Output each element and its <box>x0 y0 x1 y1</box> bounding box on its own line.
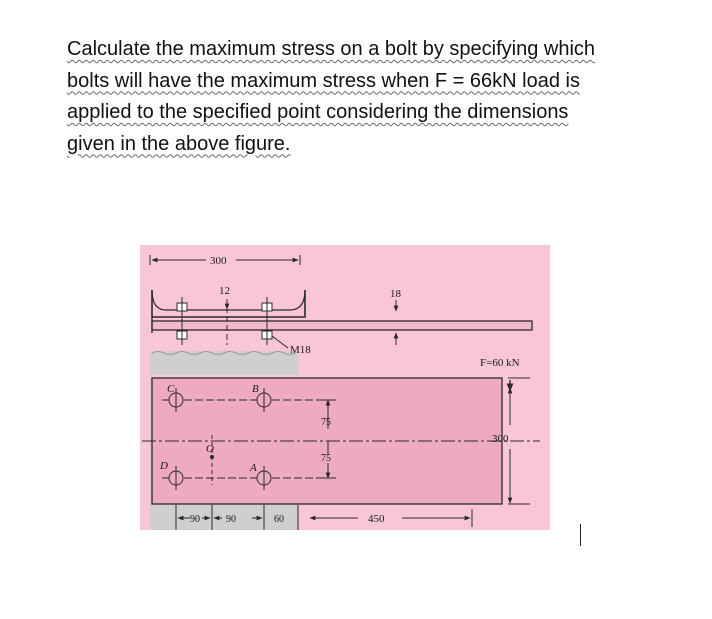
label-dim-12: 12 <box>219 285 230 297</box>
label-dim-75-upper: 75 <box>321 417 331 428</box>
question-line-4: given in the above figure. <box>67 132 291 155</box>
label-force: F=60 kN <box>480 357 520 369</box>
text-cursor <box>580 524 581 546</box>
label-dim-top-300: 300 <box>210 255 227 267</box>
label-bolt-c: C <box>167 383 175 395</box>
question-text <box>67 34 667 160</box>
label-dim-90-right: 90 <box>226 514 236 525</box>
question-line-2: bolts will have the maximum stress when F = 66kN load is <box>67 69 580 92</box>
label-bolt-size: M18 <box>290 344 311 356</box>
question-line-1: Calculate the maximum stress on a bolt by specifying which <box>67 38 596 60</box>
label-dim-right-300: 300 <box>492 433 509 445</box>
m18-leader <box>272 336 288 348</box>
label-bolt-b: B <box>252 383 259 395</box>
label-dim-60: 60 <box>274 514 284 525</box>
label-dim-450: 450 <box>368 513 385 525</box>
bolted-bracket-figure <box>140 245 550 530</box>
bracket-plate-section <box>152 317 532 333</box>
label-bolt-a: A <box>250 462 257 474</box>
label-dim-75-lower: 75 <box>321 453 331 464</box>
label-dim-90-left: 90 <box>190 514 200 525</box>
centroid-o-mark <box>210 455 214 459</box>
label-bolt-d: D <box>160 460 168 472</box>
label-dim-18: 18 <box>390 288 401 300</box>
label-centroid-o: O <box>206 443 214 455</box>
figure-drawing <box>140 245 550 530</box>
question-line-3: applied to the specified point considering the dimensions <box>67 101 569 123</box>
